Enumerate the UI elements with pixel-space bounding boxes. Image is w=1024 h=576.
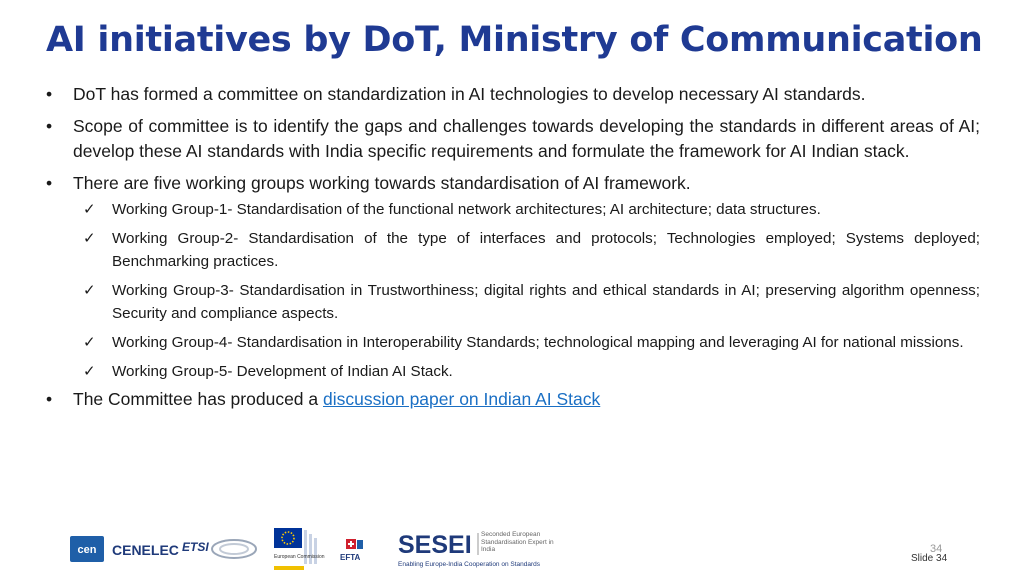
- cenelec-logo: [112, 536, 179, 562]
- svg-text:CENELEC: CENELEC: [112, 542, 179, 558]
- svg-text:European Commission: European Commission: [274, 554, 325, 560]
- etsi-logo: [182, 534, 262, 564]
- working-group-text: Working Group-1- Standardisation of the functional network architectures; AI architecture; data structures.: [112, 201, 821, 218]
- working-group-3: [46, 279, 980, 325]
- working-group-text: Working Group-2- Standardisation of the type of interfaces and protocols; Technologies employed; Systems deployed; Benchmarking practices.: [112, 230, 980, 270]
- cen-logo: [70, 536, 104, 562]
- slide-number-label: Slide 34: [911, 553, 948, 564]
- working-group-4: [46, 331, 980, 354]
- checkmark-icon: ✓: [83, 363, 96, 380]
- working-group-text: Working Group-4- Standardisation in Interoperability Standards; technological mapping and leveraging AI for national missions.: [112, 334, 964, 351]
- checkmark-icon: ✓: [83, 201, 96, 218]
- working-group-5: [46, 360, 980, 383]
- sesei-logo: SESEI Seconded European Standardisation Expert in India Enabling Europe-India Cooperation on Standards: [398, 531, 554, 568]
- working-group-2: [46, 227, 980, 273]
- bullet-marker: •: [46, 115, 53, 136]
- checkmark-icon: ✓: [83, 230, 96, 247]
- svg-text:cen: cen: [77, 544, 97, 556]
- svg-text:SESEI: SESEI: [398, 531, 472, 559]
- bullet-3: [46, 171, 980, 197]
- efta-logo: [336, 534, 376, 564]
- bullet-text: The Committee has produced a: [73, 389, 323, 409]
- partner-logos: [70, 526, 568, 572]
- svg-text:Enabling Europe-India Cooperat: Enabling Europe-India Cooperation on Standards: [398, 561, 541, 568]
- slide-title: AI initiatives by DoT, Ministry of Communication: [46, 20, 983, 60]
- checkmark-icon: ✓: [83, 334, 96, 351]
- bullet-1: [46, 82, 980, 108]
- bullet-text: There are five working groups working towards standardisation of AI framework.: [73, 172, 691, 193]
- bullet-marker: •: [46, 389, 53, 409]
- working-group-text: Working Group-3- Standardisation in Trustworthiness; digital rights and ethical standards in AI; preserving algorithm openness; Security and compliance aspects.: [112, 282, 980, 322]
- bullet-4: [46, 387, 980, 413]
- discussion-paper-link[interactable]: discussion paper on Indian AI Stack: [323, 389, 601, 409]
- checkmark-icon: ✓: [83, 282, 96, 299]
- bullet-2: [46, 114, 980, 165]
- svg-text:ETSI: ETSI: [182, 540, 209, 554]
- working-group-text: Working Group-5- Development of Indian AI Stack.: [112, 363, 453, 380]
- page-number: 34: [930, 543, 943, 555]
- bullet-marker: •: [46, 172, 53, 193]
- european-commission-logo: [272, 526, 326, 572]
- bullet-text: Scope of committee is to identify the gaps and challenges towards developing the standards in different areas of AI; develop these AI standards with India specific requirements and formulate the framework for AI Indian stack.: [73, 115, 980, 161]
- svg-text:EFTA: EFTA: [340, 553, 361, 562]
- working-group-1: [46, 198, 980, 221]
- slide-content: [46, 82, 980, 419]
- bullet-text: DoT has formed a committee on standardization in AI technologies to develop necessary AI standards.: [73, 84, 866, 104]
- bullet-marker: •: [46, 84, 53, 104]
